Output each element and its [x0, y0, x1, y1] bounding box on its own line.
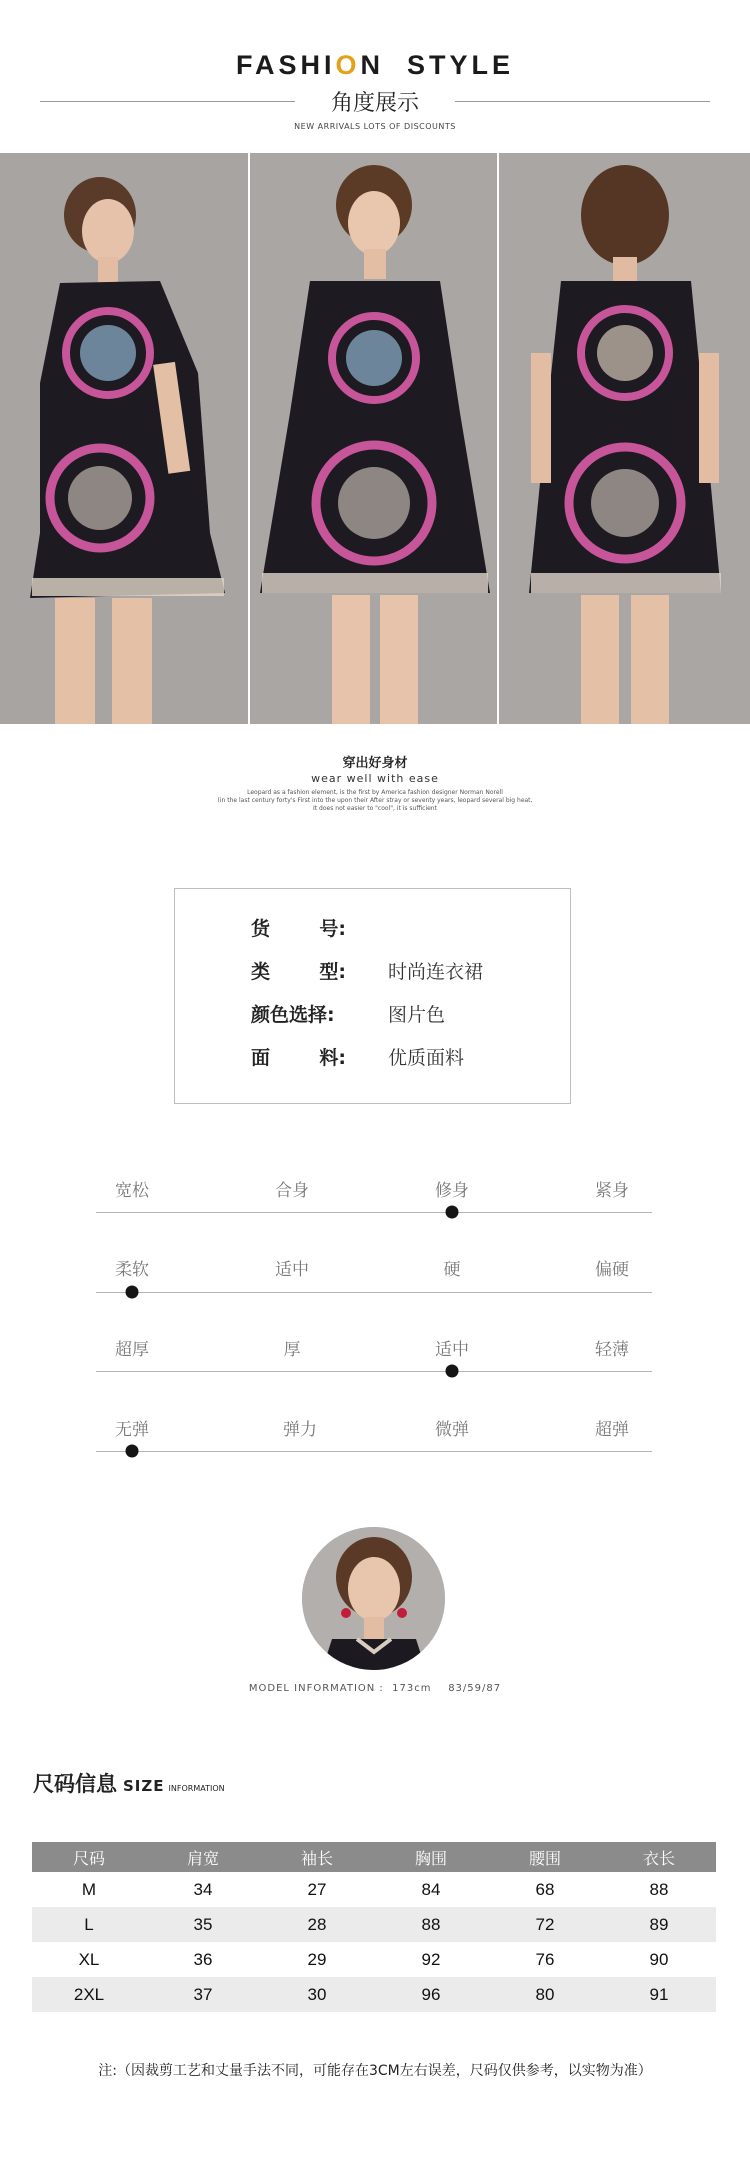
size-cell: 35: [146, 1907, 260, 1942]
scale-label: 宽松: [115, 1181, 149, 1201]
size-cell: M: [81, 1879, 97, 1899]
size-note: 注:（因裁剪工艺和丈量手法不同，可能存在3CM左右误差，尺码仅供参考，以实物为准）: [98, 2063, 652, 2079]
scale-label: 无弹: [115, 1420, 149, 1440]
size-col-header: 尺码: [32, 1842, 146, 1872]
size-cell: 68: [535, 1879, 555, 1899]
info-label-color: 颜色选择:: [251, 1004, 335, 1026]
wear-title-en: wear well with ease: [311, 772, 439, 785]
wear-text-line: Leopard as a fashion element, is the first by America fashion designer Norman Norell: [247, 789, 503, 796]
size-cell: 30: [260, 1977, 374, 2012]
info-value-color: 图片色: [388, 1004, 446, 1026]
size-cell: 37: [146, 1977, 260, 2012]
product-photo-center[interactable]: [250, 153, 497, 724]
tagline: NEW ARRIVALS LOTS OF DISCOUNTS: [294, 122, 456, 131]
table-row: [32, 1907, 716, 1942]
table-row: [32, 1977, 716, 2012]
model-avatar: [302, 1527, 445, 1670]
scale-label: 柔软: [115, 1260, 149, 1280]
scale-label: 厚: [283, 1340, 301, 1360]
size-cell: 27: [307, 1879, 327, 1899]
scale-line-elasticity: [96, 1451, 652, 1452]
wear-text-line: (in the last century forty's First into the upon their After stray or seventy years, leopard several big heat,: [217, 797, 533, 804]
scale-marker-softness[interactable]: [126, 1286, 139, 1299]
scale-line-thickness: [96, 1371, 652, 1372]
scale-label: 适中: [275, 1260, 309, 1280]
size-cell: 72: [488, 1907, 602, 1942]
scale-label: 弹力: [283, 1420, 317, 1440]
scale-label: 适中: [435, 1340, 469, 1360]
size-cell: 92: [421, 1949, 441, 1969]
scale-line-fit: [96, 1212, 652, 1213]
size-table: [32, 1842, 716, 2012]
scale-marker-elasticity[interactable]: [126, 1445, 139, 1458]
size-cell: 84: [421, 1879, 441, 1899]
size-section-title: 尺码信息 SIZE INFORMATION: [33, 1772, 225, 1796]
info-label-fabric: 面 料:: [251, 1047, 346, 1069]
size-cell: 36: [193, 1949, 213, 1969]
size-cell: 29: [307, 1949, 327, 1969]
scale-label: 偏硬: [595, 1260, 629, 1280]
product-photo-left[interactable]: [0, 153, 248, 724]
scale-label: 修身: [435, 1181, 469, 1201]
product-photo-right[interactable]: [499, 153, 750, 724]
size-cell: 28: [260, 1907, 374, 1942]
size-cell: 88: [374, 1907, 488, 1942]
size-cell: 88: [649, 1879, 669, 1899]
table-row: [32, 1872, 716, 1907]
size-cell: 96: [374, 1977, 488, 2012]
size-cell: 34: [193, 1879, 213, 1899]
size-cell: L: [32, 1907, 146, 1942]
scale-label: 超厚: [115, 1340, 149, 1360]
table-row: [32, 1942, 716, 1977]
wear-text-line: It does not easier to "cool", it is sufficient: [313, 805, 437, 812]
size-cell: 91: [602, 1977, 716, 2012]
info-label-type: 类 型:: [251, 961, 346, 983]
product-photo-strip: [0, 153, 750, 724]
size-cell: 2XL: [32, 1977, 146, 2012]
wear-title-cn: 穿出好身材: [342, 756, 408, 771]
model-information: MODEL INFORMATION : 173cm 83/59/87: [248, 1683, 502, 1694]
product-info-box: [174, 888, 571, 1104]
size-table-header: [32, 1842, 716, 1872]
scale-marker-thickness[interactable]: [446, 1365, 459, 1378]
scale-label: 微弹: [435, 1420, 469, 1440]
size-cell: 89: [602, 1907, 716, 1942]
size-col-header: 衣长: [602, 1842, 716, 1872]
scale-marker-fit[interactable]: [446, 1206, 459, 1219]
page-title: FASHION STYLE: [235, 50, 515, 80]
scale-label: 紧身: [595, 1181, 629, 1201]
scale-label: 硬: [443, 1260, 461, 1280]
size-col-header: 胸围: [374, 1842, 488, 1872]
info-label-sku: 货 号:: [251, 918, 346, 940]
size-col-header: 袖长: [260, 1842, 374, 1872]
info-value-fabric: 优质面料: [388, 1047, 465, 1069]
size-col-header: 肩宽: [146, 1842, 260, 1872]
scale-label: 轻薄: [595, 1340, 629, 1360]
scale-label: 合身: [275, 1181, 309, 1201]
size-col-header: 腰围: [488, 1842, 602, 1872]
size-cell: 90: [649, 1949, 669, 1969]
page-subtitle: 角度展示: [330, 91, 419, 116]
info-value-type: 时尚连衣裙: [388, 961, 484, 983]
size-cell: 80: [488, 1977, 602, 2012]
scale-line-softness: [96, 1292, 652, 1293]
size-cell: 76: [535, 1949, 555, 1969]
size-cell: XL: [78, 1949, 100, 1969]
scale-label: 超弹: [595, 1420, 629, 1440]
